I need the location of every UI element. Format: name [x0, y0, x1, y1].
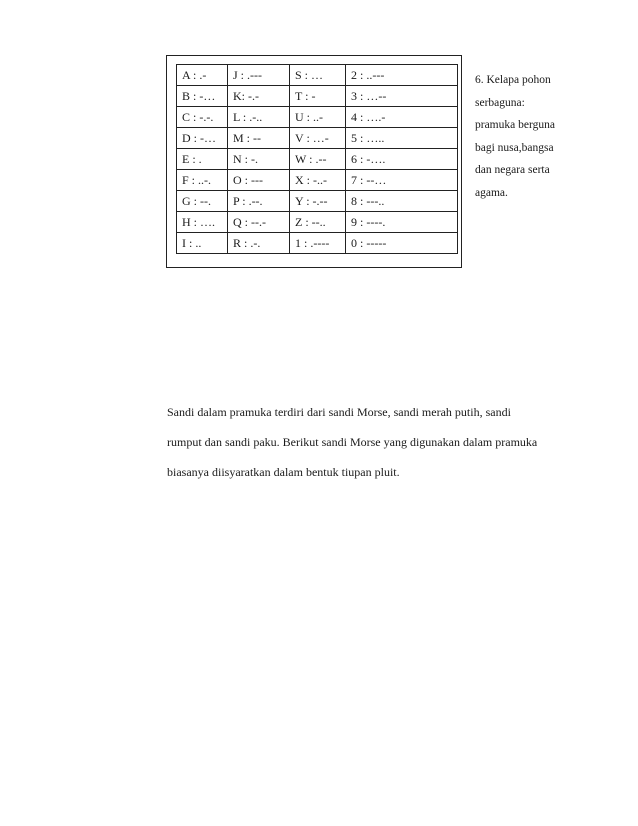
table-row [177, 107, 458, 128]
table-cell: 5 : ….. [346, 128, 458, 149]
table-cell: T : - [290, 86, 346, 107]
table-cell: L : .-.. [228, 107, 290, 128]
paragraph-line: Sandi dalam pramuka terdiri dari sandi Morse, sandi merah putih, sandi [167, 405, 511, 419]
table-cell: C : -.-. [177, 107, 228, 128]
table-row [177, 86, 458, 107]
table-cell: E : . [177, 149, 228, 170]
table-cell: Q : --.- [228, 212, 290, 233]
table-cell: Z : --.. [290, 212, 346, 233]
body-paragraph [167, 397, 587, 487]
table-cell: 4 : ….- [346, 107, 458, 128]
side-note [475, 69, 595, 204]
table-cell: W : .-- [290, 149, 346, 170]
table-cell: G : --. [177, 191, 228, 212]
table-cell: U : ..- [290, 107, 346, 128]
paragraph-line: biasanya diisyaratkan dalam bentuk tiupan pluit. [167, 465, 400, 479]
table-cell: I : .. [177, 233, 228, 254]
table-cell: 9 : ----. [346, 212, 458, 233]
table-cell: J : .--- [228, 65, 290, 86]
table-row [177, 128, 458, 149]
table-cell: S : … [290, 65, 346, 86]
table-row [177, 149, 458, 170]
table-cell: B : -… [177, 86, 228, 107]
table-cell: Y : -.-- [290, 191, 346, 212]
table-row [177, 170, 458, 191]
paragraph-line: rumput dan sandi paku. Berikut sandi Morse yang digunakan dalam pramuka [167, 435, 538, 449]
side-note-line: pramuka berguna [475, 119, 555, 131]
table-cell: 8 : ---.. [346, 191, 458, 212]
table-cell: A : .- [177, 65, 228, 86]
morse-code-table [176, 64, 458, 254]
table-cell: H : …. [177, 212, 228, 233]
table-cell: 3 : …-- [346, 86, 458, 107]
table-cell: 6 : -…. [346, 149, 458, 170]
table-row [177, 65, 458, 86]
table-cell: O : --- [228, 170, 290, 191]
table-cell: R : .-. [228, 233, 290, 254]
table-cell: 0 : ----- [346, 233, 458, 254]
side-note-line: 6. Kelapa pohon [475, 74, 551, 86]
table-cell: V : …- [290, 128, 346, 149]
table-cell: X : -..- [290, 170, 346, 191]
side-note-line: agama. [475, 186, 508, 199]
table-cell: K: -.- [228, 86, 290, 107]
table-row [177, 212, 458, 233]
side-note-line: bagi nusa,bangsa [475, 141, 554, 154]
side-note-line: dan negara serta [475, 164, 550, 176]
table-cell: P : .--. [228, 191, 290, 212]
table-cell: 2 : ..--- [346, 65, 458, 86]
table-cell: D : -… [177, 128, 228, 149]
table-cell: 7 : --… [346, 170, 458, 191]
table-cell: 1 : .---- [290, 233, 346, 254]
table-cell: M : -- [228, 128, 290, 149]
table-cell: N : -. [228, 149, 290, 170]
table-row [177, 191, 458, 212]
side-note-line: serbaguna: [475, 96, 525, 109]
table-row [177, 233, 458, 254]
table-cell: F : ..-. [177, 170, 228, 191]
